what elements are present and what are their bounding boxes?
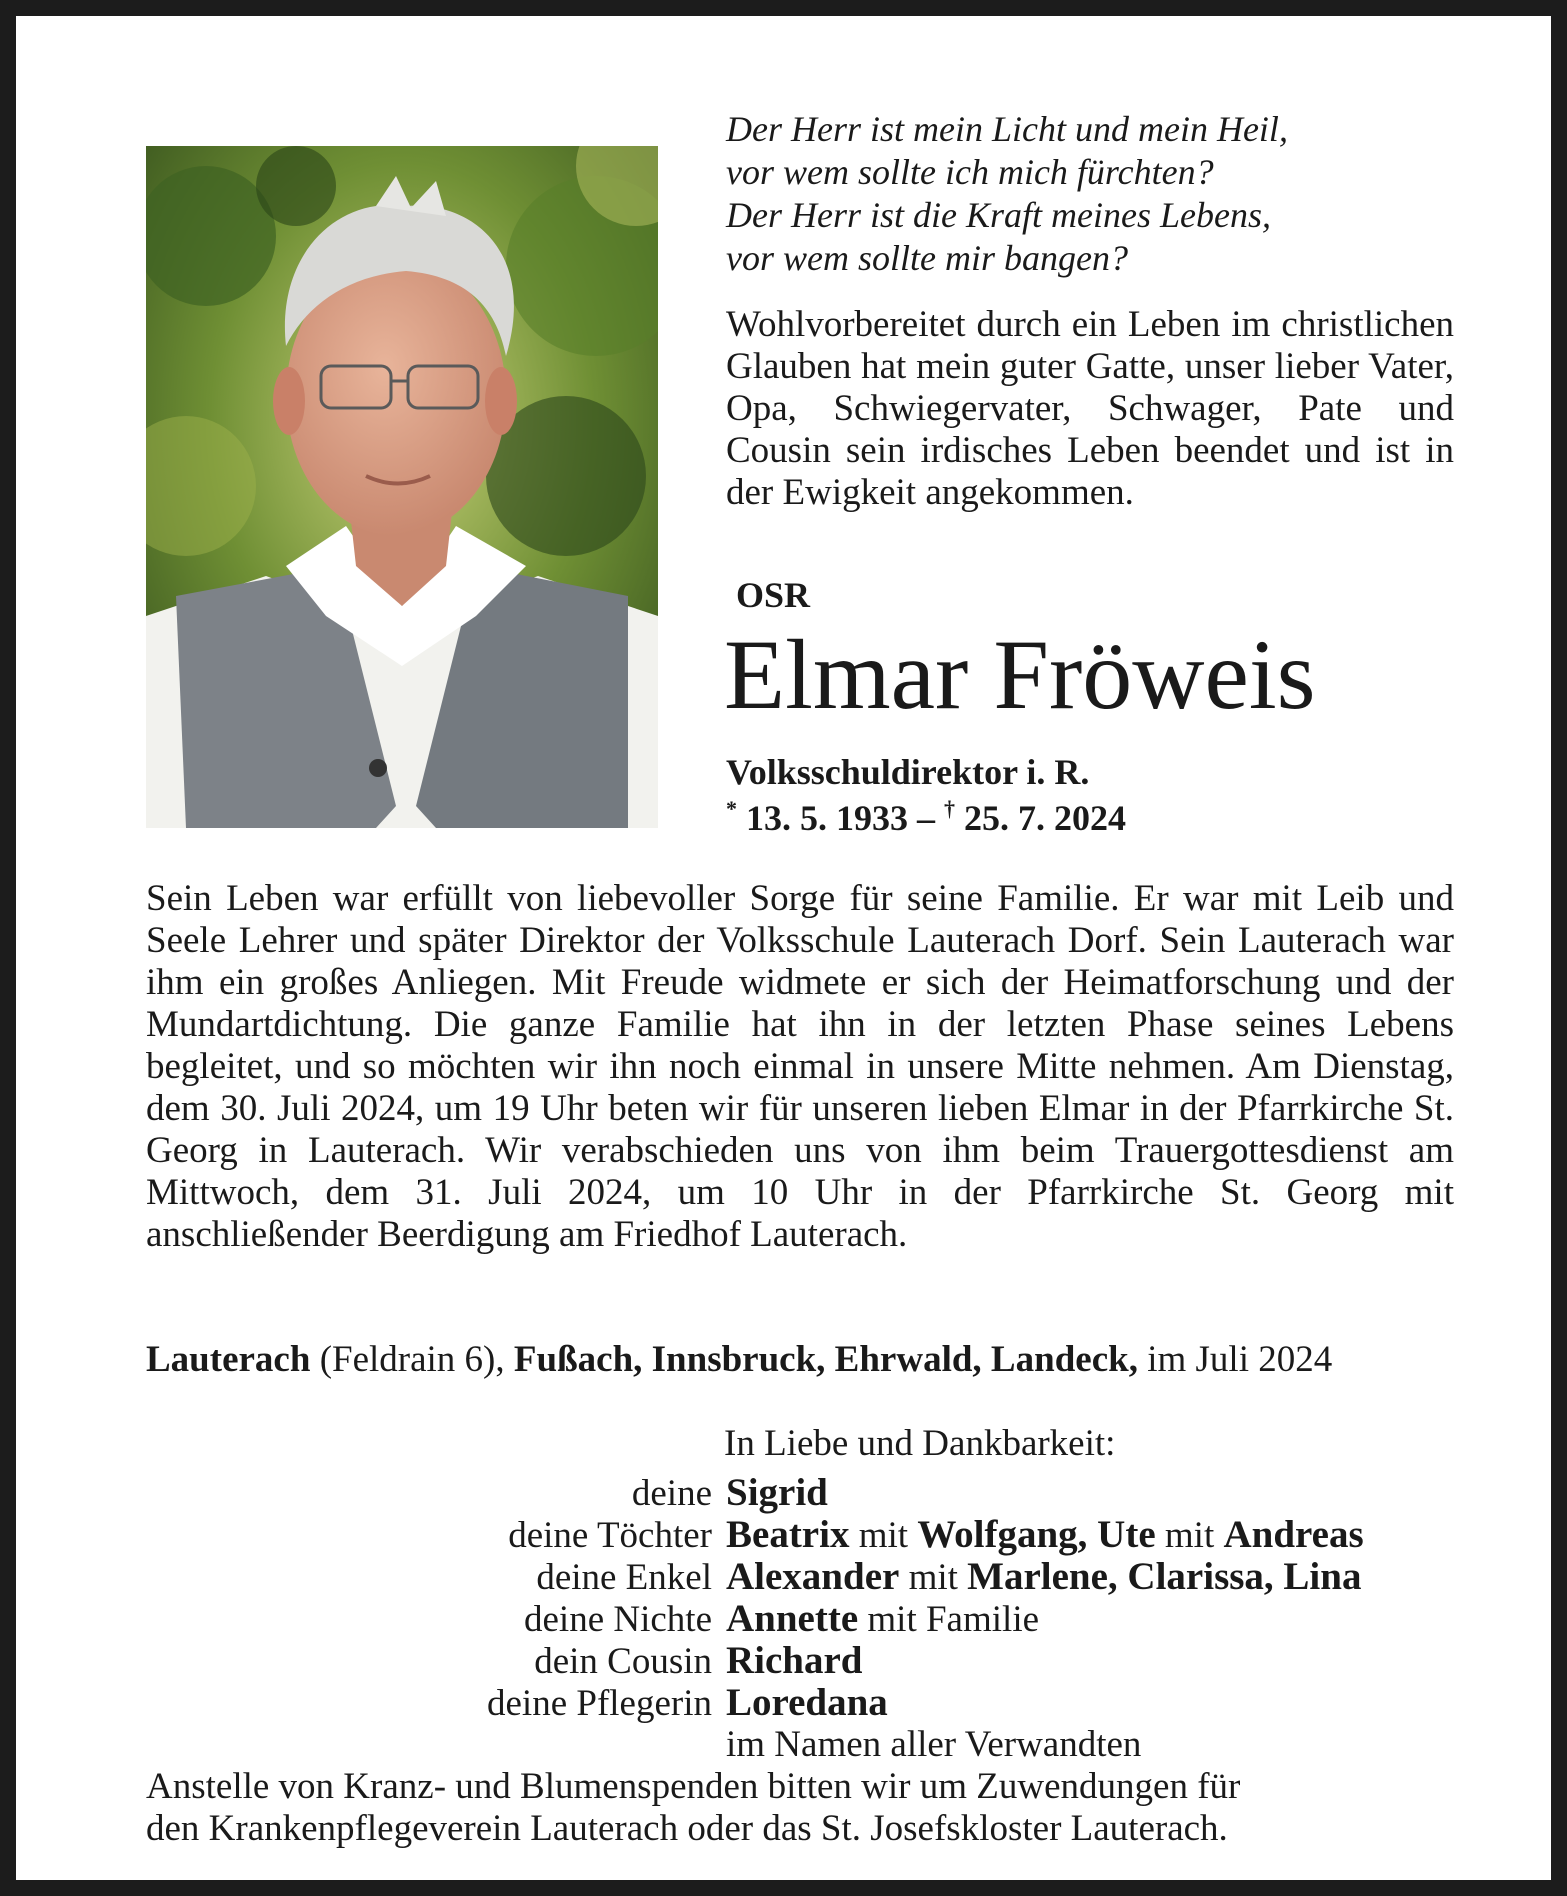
verse-line: Der Herr ist mein Licht und mein Heil, [726, 109, 1288, 149]
verse-line: vor wem sollte ich mich fürchten? [726, 152, 1214, 192]
death-date: 25. 7. 2024 [964, 798, 1126, 838]
deceased-title: Volksschuldirektor i. R. [726, 752, 1090, 792]
family-names [726, 1682, 888, 1725]
places-line [146, 1338, 1466, 1381]
deceased-name: Elmar Fröweis [724, 619, 1316, 730]
place-others: Fußach, Innsbruck, Ehrwald, Landeck, [513, 1339, 1138, 1380]
verse-line: vor wem sollte mir bangen? [726, 238, 1128, 278]
place-address: (Feldrain 6), [310, 1339, 514, 1380]
family-member-name: Richard [726, 1639, 863, 1682]
family-relation: deine Töchter [508, 1515, 712, 1556]
family-member-name: Wolfgang, Ute [917, 1513, 1156, 1556]
family-relation: deine [631, 1473, 712, 1514]
honorific-prefix: OSR [736, 575, 811, 615]
family-member-name: Loredana [726, 1681, 888, 1724]
verse-line: Der Herr ist die Kraft meines Lebens, [726, 195, 1271, 235]
bible-verse [726, 108, 1466, 280]
life-dates [726, 796, 1126, 839]
donation-line: Anstelle von Kranz- und Blumenspenden bitten wir um Zuwendungen für [146, 1766, 1241, 1807]
donation-note [146, 1766, 1466, 1850]
family-connector: mit [849, 1515, 918, 1556]
family-relation: deine Pflegerin [487, 1683, 712, 1724]
family-list [146, 1472, 1466, 1766]
birth-symbol: * [726, 796, 737, 821]
date-separator: – [908, 798, 944, 838]
portrait-photo [146, 146, 658, 828]
family-row [146, 1472, 1466, 1514]
place-date: im Juli 2024 [1137, 1339, 1333, 1380]
family-member-name: Marlene, Clarissa, Lina [967, 1555, 1362, 1598]
family-names [726, 1598, 1039, 1641]
family-names [726, 1640, 863, 1683]
family-row [146, 1556, 1466, 1598]
family-row [146, 1724, 1466, 1766]
family-member-name: Annette [726, 1597, 859, 1640]
family-relation: dein Cousin [534, 1641, 712, 1682]
family-names [726, 1556, 1361, 1599]
place-town: Lauterach [146, 1339, 311, 1380]
donation-line: den Krankenpflegeverein Lauterach oder das St. Josefskloster Lauterach. [146, 1808, 1228, 1849]
family-member-name: Beatrix [726, 1513, 850, 1556]
family-connector: mit [899, 1557, 968, 1598]
family-connector: mit Familie [858, 1599, 1040, 1640]
family-member-name: Alexander [726, 1555, 900, 1598]
portrait-image [146, 146, 658, 828]
family-connector: im Namen aller Verwandten [726, 1724, 1142, 1765]
family-names [726, 1724, 1141, 1766]
birth-date: 13. 5. 1933 [746, 798, 908, 838]
life-description: Sein Leben war erfüllt von liebevoller Sorge für seine Familie. Er war mit Leib und Seele Lehrer und später Direktor der Volksschule Lauterach Dorf. Sein Lauterach war ihm ein großes Anliegen. Mit Freude widmete er sich der Heimatforschung und der Mundartdichtung. Die ganze Familie hat ihn in der letzten Phase seines Lebens begleitet, und so möchten wir ihn noch einmal in unsere Mitte nehmen. Am Dienstag, dem 30. Juli 2024, um 19 Uhr beten wir für unseren lieben Elmar in der Pfarrkirche St. Georg in Lauterach. Wir verabschieden uns von ihm beim Trauergottesdienst am Mittwoch, dem 31. Juli 2024, um 10 Uhr in der Pfarrkirche St. Georg mit anschließender Beerdigung am Friedhof Lauterach. [146, 878, 1454, 1255]
family-names [726, 1514, 1364, 1557]
family-relation: deine Nichte [524, 1599, 712, 1640]
family-connector: mit [1155, 1515, 1224, 1556]
death-symbol: † [944, 796, 955, 821]
family-member-name: Andreas [1223, 1513, 1364, 1556]
intro-paragraph: Wohlvorbereitet durch ein Leben im christlichen Glauben hat mein guter Gatte, unser lieber Vater, Opa, Schwiegervater, Schwager, Pate und Cousin sein irdisches Leben beendet und ist in der Ewigkeit angekommen. [726, 304, 1454, 513]
family-relation: deine Enkel [536, 1557, 712, 1598]
family-member-name: Sigrid [726, 1471, 828, 1514]
family-row [146, 1682, 1466, 1724]
thanks-heading: In Liebe und Dankbarkeit: [724, 1423, 1116, 1464]
family-row [146, 1598, 1466, 1640]
family-names [726, 1472, 828, 1515]
family-row [146, 1640, 1466, 1682]
family-row [146, 1514, 1466, 1556]
